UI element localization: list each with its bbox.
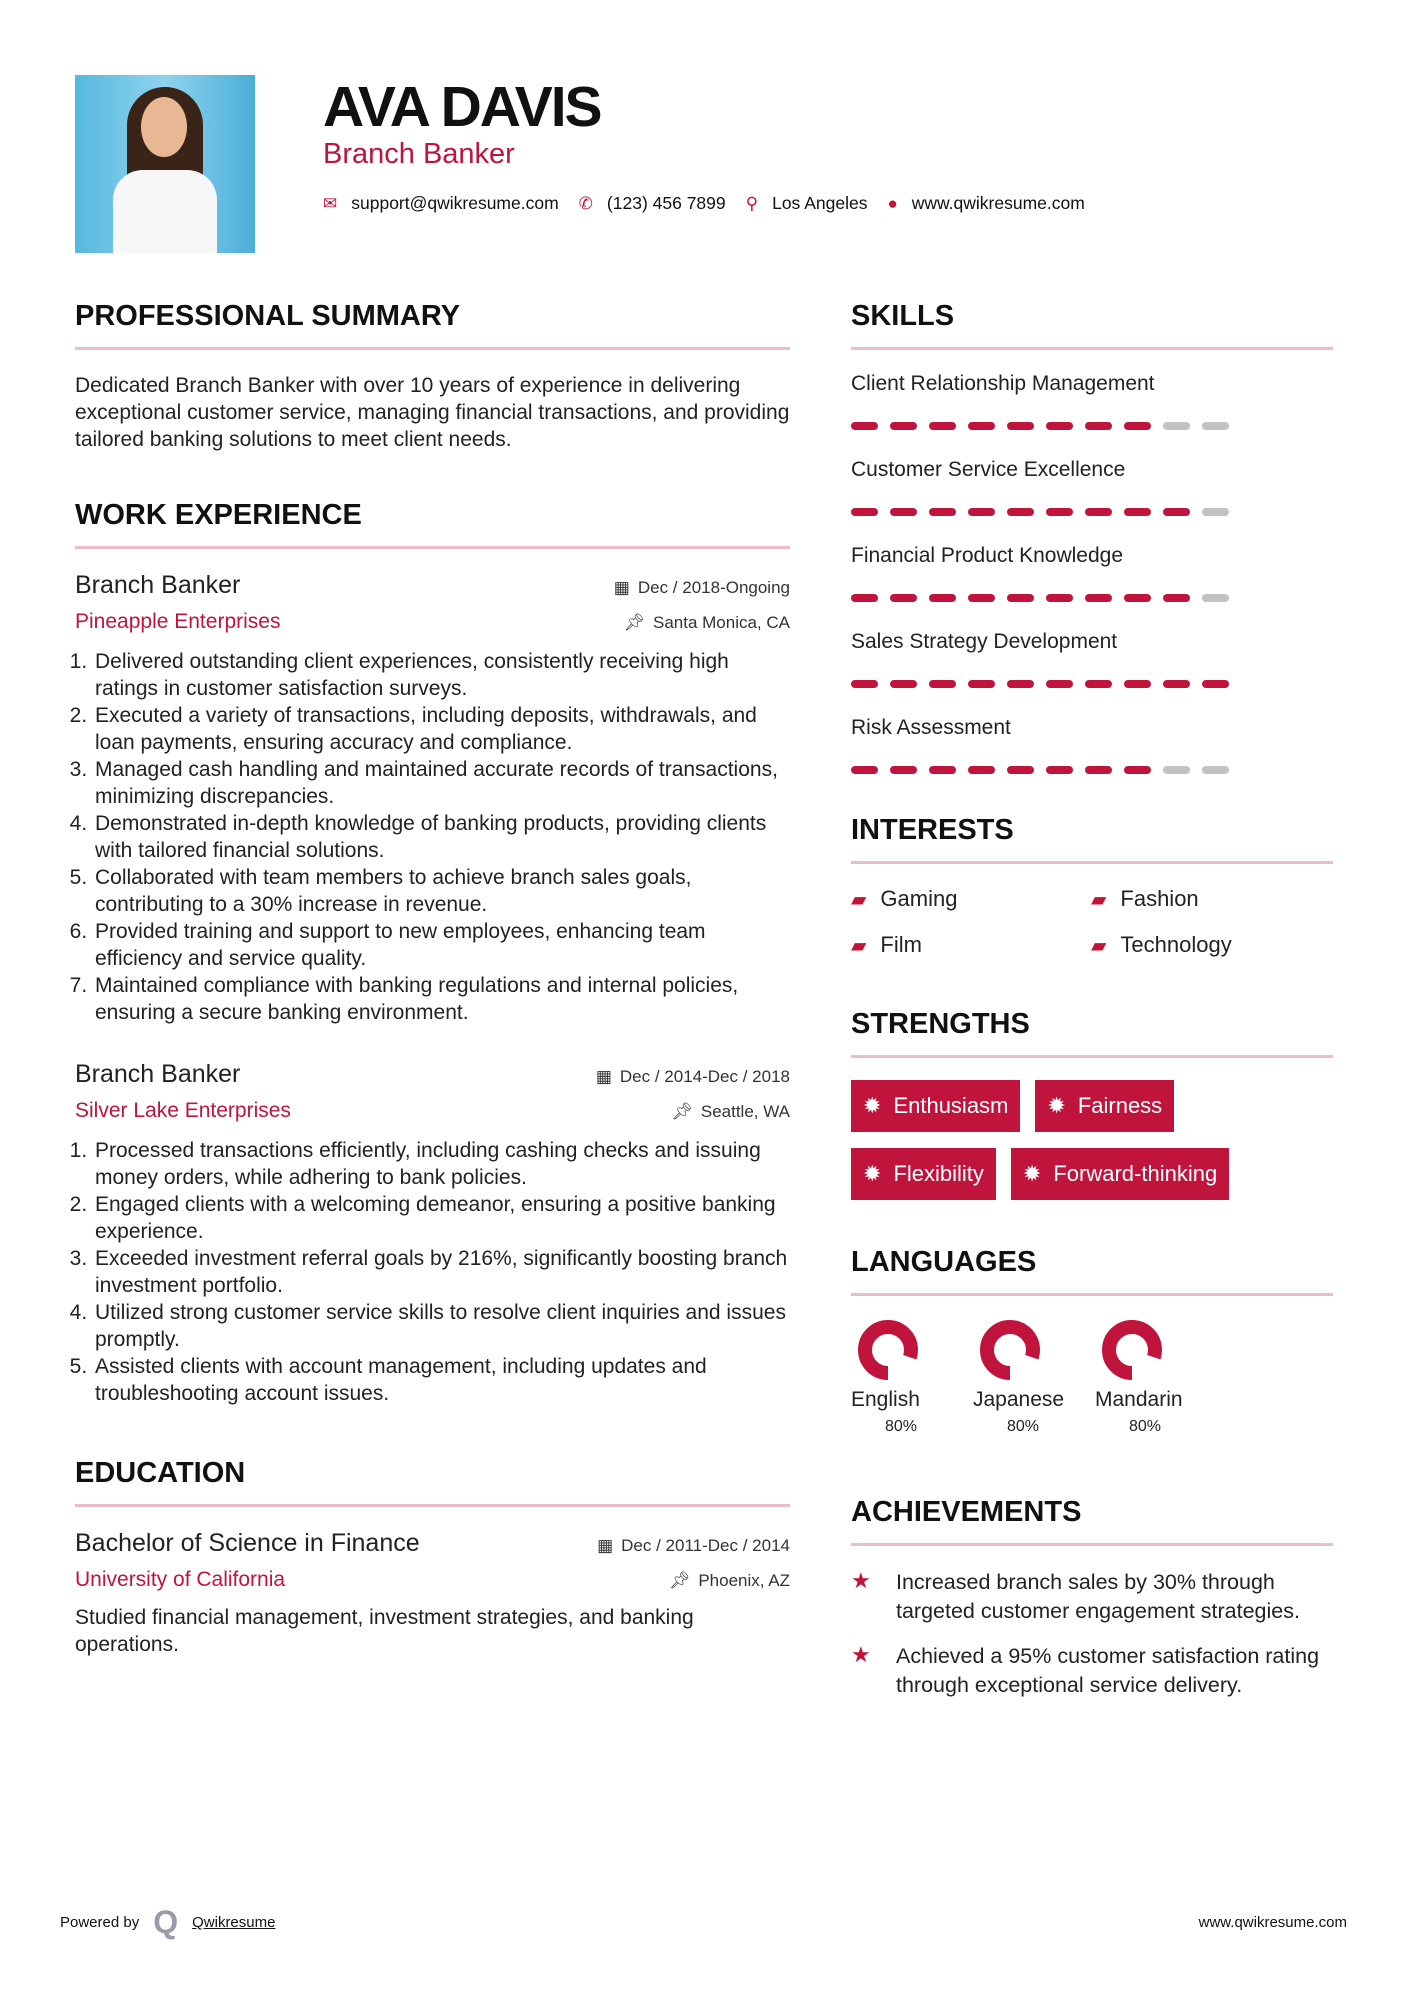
left-column: [75, 300, 790, 1658]
skill-level-segment: [1007, 508, 1034, 516]
skill-level-segment: [968, 594, 995, 602]
section-heading: WORK EXPERIENCE: [75, 499, 790, 549]
job-bullets: [75, 1137, 790, 1407]
section-heading: ACHIEVEMENTS: [851, 1496, 1333, 1546]
right-column: [851, 300, 1333, 1716]
experience-section: [75, 499, 790, 1407]
degree: Bachelor of Science in Finance: [75, 1529, 420, 1557]
skill-item: [851, 716, 1333, 774]
skill-name: Financial Product Knowledge: [851, 544, 1123, 567]
book-icon: ▰: [851, 934, 867, 957]
book-icon: ▰: [1091, 934, 1107, 957]
interest-item: [1091, 886, 1331, 912]
skill-level-segment: [1163, 594, 1190, 602]
section-heading: INTERESTS: [851, 814, 1333, 864]
skill-level-segment: [1202, 680, 1229, 688]
section-heading: EDUCATION: [75, 1457, 790, 1507]
skill-level-segment: [851, 422, 878, 430]
skill-level-bar: [851, 508, 1333, 516]
skill-level-segment: [1046, 508, 1073, 516]
education-date: Dec / 2011-Dec / 2014: [621, 1536, 790, 1555]
calendar-icon: ▦: [613, 578, 630, 597]
skill-level-segment: [851, 766, 878, 774]
job-date-meta: [614, 578, 790, 598]
skill-level-segment: [851, 594, 878, 602]
pin-icon: 📌︎: [623, 613, 645, 632]
language-name: Mandarin: [1095, 1388, 1183, 1411]
candidate-name: AVA DAVIS: [323, 75, 601, 139]
skill-level-segment: [851, 680, 878, 688]
language-item: [1095, 1318, 1195, 1436]
job-subheader: [75, 610, 790, 634]
job-bullet: 1. Delivered outstanding client experiences, consistently receiving high ratings in customer satisfaction surveys.: [93, 648, 790, 702]
job-location-meta: [671, 1102, 790, 1122]
skill-level-segment: [929, 422, 956, 430]
language-proficiency-ring: [1100, 1318, 1164, 1382]
profile-photo: [75, 75, 255, 253]
pin-icon: 📌︎: [668, 1571, 691, 1590]
map-pin-icon: ⚲: [745, 193, 759, 213]
skill-level-segment: [890, 508, 917, 516]
skill-level-segment: [1085, 680, 1112, 688]
skill-item: [851, 544, 1333, 602]
job-bullet: 7. Maintained compliance with banking regulations and internal policies, ensuring a secure banking environment.: [93, 972, 790, 1026]
strengths-section: [851, 1008, 1333, 1200]
badge-icon: ✹: [1022, 1161, 1042, 1186]
languages-section: [851, 1246, 1333, 1436]
language-name: English: [851, 1388, 920, 1411]
strength-tag: [851, 1080, 1020, 1132]
language-percent: 80%: [1006, 1418, 1040, 1435]
interest-label: Technology: [1120, 932, 1232, 957]
language-item: [851, 1318, 951, 1436]
skill-level-segment: [1124, 594, 1151, 602]
interest-item: [851, 932, 1091, 958]
skill-level-segment: [1202, 766, 1229, 774]
qwikresume-logo-icon: Q: [153, 1904, 179, 1940]
education-section: [75, 1457, 790, 1658]
shooting-star-icon: ★: [851, 1642, 871, 1667]
calendar-icon: ▦: [597, 1536, 614, 1555]
skill-level-segment: [1124, 422, 1151, 430]
skill-level-segment: [1085, 766, 1112, 774]
skill-level-segment: [1202, 422, 1229, 430]
phone-icon: ✆: [578, 193, 593, 213]
skill-level-bar: [851, 766, 1333, 774]
summary-section: [75, 300, 790, 453]
skill-level-segment: [1007, 680, 1034, 688]
globe-icon: ●: [887, 193, 898, 213]
skill-level-bar: [851, 680, 1333, 688]
job-company: Silver Lake Enterprises: [75, 1099, 291, 1122]
interests-section: [851, 814, 1333, 958]
skill-level-segment: [1085, 422, 1112, 430]
contact-location: Los Angeles: [772, 193, 868, 213]
achievement-item: [851, 1642, 1333, 1700]
achievement-text: Achieved a 95% customer satisfaction rating through exceptional service delivery.: [896, 1644, 1320, 1697]
skill-level-segment: [851, 508, 878, 516]
language-percent: 80%: [1128, 1418, 1162, 1435]
interest-item: [851, 886, 1091, 912]
job-date: Dec / 2018-Ongoing: [637, 578, 790, 597]
skill-level-segment: [1007, 766, 1034, 774]
job-title: Branch Banker: [75, 1060, 241, 1088]
skill-level-segment: [1007, 422, 1034, 430]
language-proficiency-ring: [856, 1318, 920, 1382]
powered-by: Powered by: [60, 1914, 140, 1931]
job-bullet: 3. Managed cash handling and maintained accurate records of transactions, minimizing discrepancies.: [93, 756, 790, 810]
strength-label: Enthusiasm: [893, 1093, 1009, 1118]
interest-label: Fashion: [1120, 886, 1199, 911]
skill-level-segment: [929, 766, 956, 774]
skill-level-segment: [968, 508, 995, 516]
skill-level-segment: [1124, 508, 1151, 516]
strength-label: Fairness: [1077, 1093, 1163, 1118]
skill-item: [851, 372, 1333, 430]
strength-tag: [1035, 1080, 1174, 1132]
skill-level-segment: [929, 594, 956, 602]
interest-item: [1091, 932, 1331, 958]
skill-level-bar: [851, 422, 1333, 430]
section-heading: LANGUAGES: [851, 1246, 1333, 1296]
contact-email[interactable]: support@qwikresume.com: [351, 193, 559, 213]
shooting-star-icon: ★: [851, 1568, 871, 1593]
strength-label: Flexibility: [893, 1161, 984, 1186]
job-company: Pineapple Enterprises: [75, 610, 281, 633]
skill-level-segment: [1163, 680, 1190, 688]
job-bullet: 4. Utilized strong customer service skills to resolve client inquiries and issues promptly.: [93, 1299, 790, 1353]
skill-name: Sales Strategy Development: [851, 630, 1118, 653]
skill-level-segment: [890, 680, 917, 688]
interest-label: Gaming: [880, 886, 958, 911]
footer-website[interactable]: www.qwikresume.com: [1198, 1914, 1347, 1931]
strength-tag: [851, 1148, 996, 1200]
skill-level-bar: [851, 594, 1333, 602]
skill-level-segment: [1046, 594, 1073, 602]
contact-website[interactable]: www.qwikresume.com: [911, 193, 1085, 213]
job-bullet: 2. Executed a variety of transactions, including deposits, withdrawals, and loan payments, ensuring accuracy and compliance.: [93, 702, 790, 756]
job-date: Dec / 2014-Dec / 2018: [619, 1067, 790, 1086]
job-header: [75, 571, 790, 600]
badge-icon: ✹: [863, 1161, 882, 1186]
job-location-meta: [623, 613, 790, 633]
skill-level-segment: [890, 594, 917, 602]
skill-level-segment: [1085, 594, 1112, 602]
skill-level-segment: [1046, 422, 1073, 430]
job-subheader: [75, 1099, 790, 1123]
achievement-text: Increased branch sales by 30% through targeted customer engagement strategies.: [896, 1570, 1300, 1623]
section-heading: SKILLS: [851, 300, 1333, 350]
calendar-icon: ▦: [595, 1067, 612, 1086]
skill-level-segment: [1163, 422, 1190, 430]
job-bullet: 2. Engaged clients with a welcoming demeanor, ensuring a positive banking experience.: [93, 1191, 790, 1245]
job-bullet: 5. Collaborated with team members to achieve branch sales goals, contributing to a 30% increase in revenue.: [93, 864, 790, 918]
achievement-item: [851, 1568, 1333, 1626]
skill-item: [851, 630, 1333, 688]
job-header: [75, 1060, 790, 1089]
pin-icon: 📌︎: [671, 1102, 693, 1121]
strength-label: Forward-thinking: [1053, 1161, 1218, 1186]
job-bullet: 4. Demonstrated in-depth knowledge of banking products, providing clients with tailored financial solutions.: [93, 810, 790, 864]
job-location: Seattle, WA: [700, 1102, 790, 1121]
section-heading: STRENGTHS: [851, 1008, 1333, 1058]
job-entry: [75, 571, 790, 1026]
job-bullet: 1. Processed transactions efficiently, including cashing checks and issuing money orders, while adhering to bank policies.: [93, 1137, 790, 1191]
summary-text: Dedicated Branch Banker with over 10 years of experience in delivering exceptional customer service, managing financial transactions, and providing tailored banking solutions to meet client needs.: [75, 374, 790, 451]
skill-name: Customer Service Excellence: [851, 458, 1126, 481]
school: University of California: [75, 1568, 286, 1591]
skill-name: Risk Assessment: [851, 716, 1011, 739]
job-bullets: [75, 648, 790, 1026]
skill-level-segment: [1202, 508, 1229, 516]
language-ring-arc: [987, 1327, 1033, 1373]
education-text: Studied financial management, investment strategies, and banking operations.: [75, 1606, 694, 1656]
book-icon: ▰: [851, 888, 867, 911]
skill-item: [851, 458, 1333, 516]
skills-section: [851, 300, 1333, 774]
skill-level-segment: [890, 422, 917, 430]
skill-level-segment: [968, 422, 995, 430]
brand-link[interactable]: Qwikresume: [192, 1914, 276, 1931]
language-percent: 80%: [884, 1418, 918, 1435]
badge-icon: ✹: [863, 1093, 882, 1118]
job-entry: [75, 1060, 790, 1407]
contact-bar: [323, 193, 1105, 214]
job-bullet: 3. Exceeded investment referral goals by 216%, significantly boosting branch investment portfolio.: [93, 1245, 790, 1299]
skill-level-segment: [1124, 766, 1151, 774]
job-title: Branch Banker: [75, 571, 241, 599]
skill-level-segment: [968, 766, 995, 774]
interest-label: Film: [880, 932, 922, 957]
skill-level-segment: [1046, 766, 1073, 774]
job-location: Santa Monica, CA: [652, 613, 790, 632]
achievements-section: [851, 1496, 1333, 1700]
skill-level-segment: [890, 766, 917, 774]
language-item: [973, 1318, 1073, 1436]
skill-level-segment: [1085, 508, 1112, 516]
skill-level-segment: [1007, 594, 1034, 602]
skill-name: Client Relationship Management: [851, 372, 1155, 395]
skill-level-segment: [1163, 508, 1190, 516]
skill-level-segment: [968, 680, 995, 688]
education-location: Phoenix, AZ: [698, 1571, 790, 1590]
language-ring-arc: [1109, 1327, 1155, 1373]
candidate-title: Branch Banker: [323, 138, 515, 170]
skill-level-segment: [1124, 680, 1151, 688]
section-heading: PROFESSIONAL SUMMARY: [75, 300, 790, 350]
skill-level-segment: [1202, 594, 1229, 602]
language-ring-arc: [865, 1327, 911, 1373]
badge-icon: ✹: [1047, 1093, 1066, 1118]
skill-level-segment: [929, 508, 956, 516]
job-date-meta: [596, 1067, 790, 1087]
language-name: Japanese: [973, 1388, 1065, 1411]
job-bullet: 6. Provided training and support to new employees, enhancing team efficiency and service quality.: [93, 918, 790, 972]
envelope-icon: ✉: [323, 193, 338, 213]
skill-level-segment: [1163, 766, 1190, 774]
job-bullet: 5. Assisted clients with account management, including updates and troubleshooting account issues.: [93, 1353, 790, 1407]
language-proficiency-ring: [978, 1318, 1042, 1382]
skill-level-segment: [1046, 680, 1073, 688]
footer: [60, 1904, 1347, 1941]
contact-phone: (123) 456 7899: [606, 193, 726, 213]
skill-level-segment: [929, 680, 956, 688]
book-icon: ▰: [1091, 888, 1107, 911]
strength-tag: [1011, 1148, 1229, 1200]
